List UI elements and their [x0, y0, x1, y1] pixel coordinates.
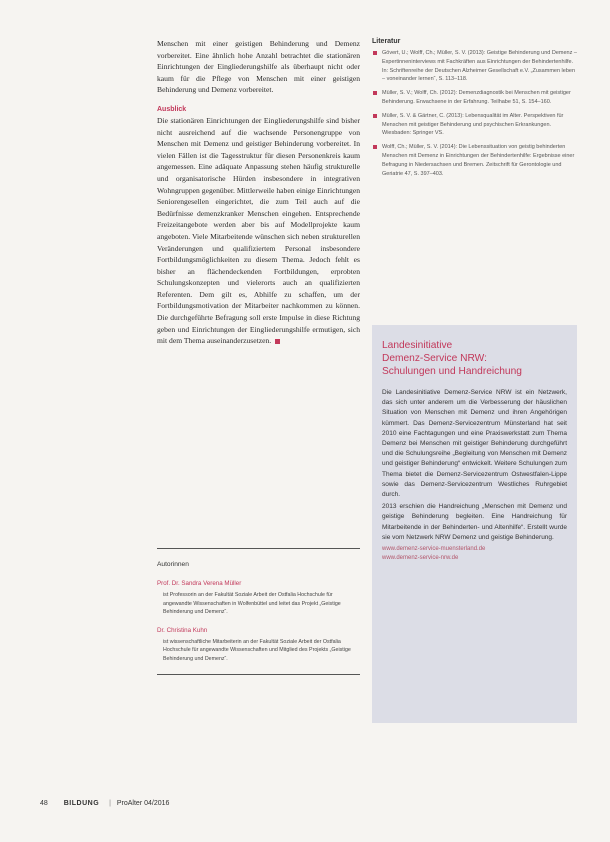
info-box-title-line: Demenz-Service NRW: [382, 353, 487, 364]
literature-text: Gövert, U.; Wolff, Ch.; Müller, S. V. (2013): Geistige Behinderung und Demenz – Expertinneninterviews mit Fachkräften aus Einrichtungen der Behindertenhilfe. In: Schriftenreihe der Deutschen Alzheimer Gesellschaft e.V. „Zusammen leben – voneinander lernen“, S. 113–118. [382, 50, 577, 83]
info-box-title-line: Schulungen und Handreichung [382, 366, 522, 377]
literature-item [372, 143, 577, 178]
author-name: Dr. Christina Kuhn [157, 626, 208, 634]
section-name: BILDUNG [63, 800, 100, 807]
authors-top-rule [157, 548, 360, 549]
info-box-link[interactable]: www.demenz-service-nrw.de [382, 555, 459, 562]
literature-item [372, 112, 577, 138]
author-description: ist wissenschaftliche Mitarbeiterin an der Fakultät Soziale Arbeit der Ostfalia Hochschule für angewandte Wissenschaften und Mitglied des Projekts „Geistige Behinderung und Demenz“. [163, 638, 351, 662]
bullet-square-icon [373, 114, 377, 118]
info-box-paragraph: 2013 erschien die Handreichung „Menschen mit Demenz und geistige Behinderung begleiten. Eine Handreichung für Mitarbeitende in der Behinderten- und Altenhilfe“. Erstellt wurde sie vom Netzwerk NRW Demenz und geistige Behinderung. [382, 503, 567, 541]
authors-heading: Autorinnen [157, 561, 189, 568]
publication-issue: ProAlter 04/2016 [116, 800, 170, 807]
literature-item [372, 49, 577, 84]
authors-bottom-rule [157, 674, 360, 675]
ausblick-paragraph [157, 115, 360, 347]
footer-separator: | [109, 800, 111, 807]
ausblick-heading: Ausblick [157, 105, 187, 113]
literature-column [372, 38, 577, 183]
info-box-paragraph: Die Landesinitiative Demenz-Service NRW ist ein Netzwerk, das sich unter anderem um die Verbesserung der häuslichen Situation von Menschen mit Demenz und ihren Angehörigen kümmert. Das Demenz-Servicezentrum Münsterland hat seit 2010 eine Fachtagungen und eine Praxiswerkstatt zum Thema Demenz bei Menschen mit geistiger Behinderung durchgeführt und die Schulungsreihe „Begleitung von Menschen mit Demenz und geistiger Behinderung“ entwickelt. Weitere Schulungen zum Thema bietet die Demenz-Servicezentrum Ostwestfalen-Lippe sowie das Demenz-Servicezentrum Westliches Ruhrgebiet durch. [382, 389, 567, 499]
info-box-title [382, 339, 567, 378]
info-box-link[interactable]: www.demenz-service-muensterland.de [382, 546, 486, 553]
bullet-square-icon [373, 51, 377, 55]
authors-section [157, 548, 360, 675]
literature-text: Müller, S. V.; Wolff, Ch. (2012): Demenzdiagnostik bei Menschen mit geistiger Behinderung. Erwachsene in der Erfahrung. Teilhabe 51, S. 154–160. [382, 90, 571, 105]
page-footer [40, 800, 169, 807]
author-name: Prof. Dr. Sandra Verena Müller [157, 580, 242, 587]
info-box-title-line: Landesinitiative [382, 340, 453, 351]
info-box [372, 325, 577, 723]
article-column [157, 38, 360, 347]
literature-text: Müller, S. V. & Gärtner, C. (2013): Lebensqualität im Alter. Perspektiven für Menschen mit geistiger Behinderung und psychischen Erkrankungen. Wiesbaden: Springer VS. [382, 112, 564, 137]
end-of-article-square-icon [275, 339, 280, 344]
info-box-body [382, 388, 567, 543]
bullet-square-icon [373, 145, 377, 149]
author-description: ist Professorin an der Fakultät Soziale Arbeit der Ostfalia Hochschule für angewandte Wissenschaften in Wolfenbüttel und leitet das Projekt „Geistige Behinderung und Demenz“. [163, 592, 341, 616]
page-number: 48 [40, 800, 48, 807]
literature-text: Wolff, Ch.; Müller, S. V. (2014): Die Lebenssituation von geistig behinderten Menschen mit Demenz in Einrichtungen der Behindertenhilfe: Ergebnisse einer Befragung in Niedersachsen und Bremen. Zeitschrift für Gerontologie und Geriatrie 47, S. 397–403. [382, 144, 575, 177]
literature-heading: Literatur [372, 38, 401, 45]
intro-paragraph: Menschen mit einer geistigen Behinderung und Demenz vorbereitet. Eine ähnlich hohe Anzahl betrachtet die stationären Einrichtungen der Eingliederungshilfe als überhaupt nicht oder kaum für die Pflege von Menschen mit einer geistigen Behinderung und Demenz vorbereitet. [157, 39, 360, 95]
bullet-square-icon [373, 91, 377, 95]
literature-item [372, 89, 577, 107]
ausblick-text: Die stationären Einrichtungen der Eingliederungshilfe sind bisher nicht ausreichend auf die wachsende Personengruppe von Menschen mit Demenz und geistiger Behinderung vorbereitet. In vielen Fällen ist die Tagesstruktur für diesen Personenkreis kaum angemessen. Eine adäquate Anpassung stehen häufig strukturelle und organisatorische Hürden insbesondere in integrativen Wohngruppen gegenüber. Mittlerweile haben einige Einrichtungen Seniorengesellen eingerichtet, die zum Teil auch auf die Bedürfnisse demenzkranker Menschen eingehen. Entsprechende Freizeitangebote werden aber bis auf Modellprojekte kaum angeboten. Viele Mitarbeitende wünschen sich neben strukturellen Veränderungen und qualifiziertem Personal insbesondere Fortbildungsmöglichkeiten zu diesem Thema. Jedoch fehlt es bisher an flächendeckenden Fortbildungen, erprobten Schulungskonzepten und vielerorts auch an qualifizierten Referenten. Dem gilt es, Abhilfe zu schaffen, um der Fortbildungsmotivation der Mitarbeiter nachkommen zu können. Die durchgeführte Befragung soll erste Impulse in diese Richtung geben und Einrichtungen der Eingliederungshilfe ermutigen, sich mit dem Thema auseinanderzusetzen. [157, 115, 360, 346]
